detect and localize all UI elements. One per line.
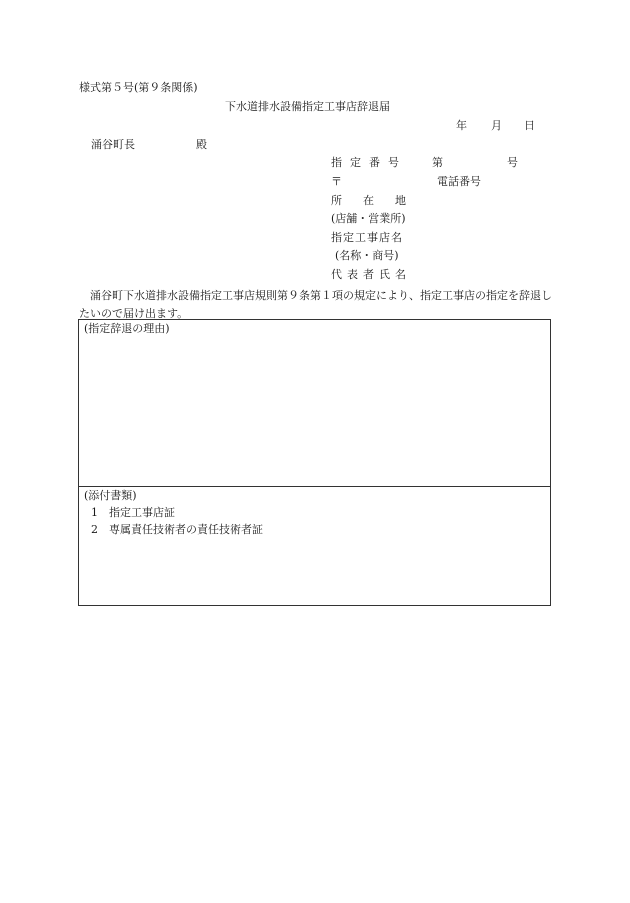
attachments-box bbox=[78, 486, 551, 606]
attachments-list bbox=[91, 507, 263, 541]
attachments-heading: (添付書類) bbox=[84, 489, 137, 502]
date-month-label: 月 bbox=[491, 119, 502, 132]
attachment-number: 1 bbox=[91, 506, 98, 519]
shop-name-note: (名称・商号) bbox=[335, 249, 399, 262]
address-label: 所在地 bbox=[331, 194, 427, 207]
designation-number-suffix: 号 bbox=[507, 156, 518, 169]
reason-box bbox=[78, 319, 551, 487]
designation-number-label: 指定番号 bbox=[331, 156, 407, 169]
representative-name-label: 代表者氏名 bbox=[331, 268, 411, 281]
addressee-honorific: 殿 bbox=[196, 138, 207, 151]
date-year-label: 年 bbox=[456, 119, 467, 132]
postal-mark: 〒 bbox=[331, 175, 342, 188]
designation-number-prefix: 第 bbox=[432, 156, 443, 169]
date-day-label: 日 bbox=[524, 119, 535, 132]
attachment-item bbox=[91, 507, 263, 524]
document-title: 下水道排水設備指定工事店辞退届 bbox=[225, 100, 390, 113]
address-note: (店舗・営業所) bbox=[331, 212, 406, 225]
shop-name-label: 指定工事店名 bbox=[331, 231, 403, 244]
reason-heading: (指定辞退の理由) bbox=[84, 322, 170, 335]
phone-number-label: 電話番号 bbox=[437, 175, 481, 188]
attachment-number: 2 bbox=[91, 523, 98, 536]
body-text: 涌谷町下水道排水設備指定工事店規則第９条第１項の規定により、指定工事店の指定を辞退したいので届け出ます。 bbox=[79, 289, 552, 320]
form-number: 様式第５号(第９条関係) bbox=[79, 81, 198, 94]
attachment-label: 専属責任技術者の責任技術者証 bbox=[109, 523, 263, 536]
addressee-name: 涌谷町長 bbox=[91, 138, 135, 151]
attachment-label: 指定工事店証 bbox=[109, 506, 175, 519]
attachment-item bbox=[91, 524, 263, 541]
